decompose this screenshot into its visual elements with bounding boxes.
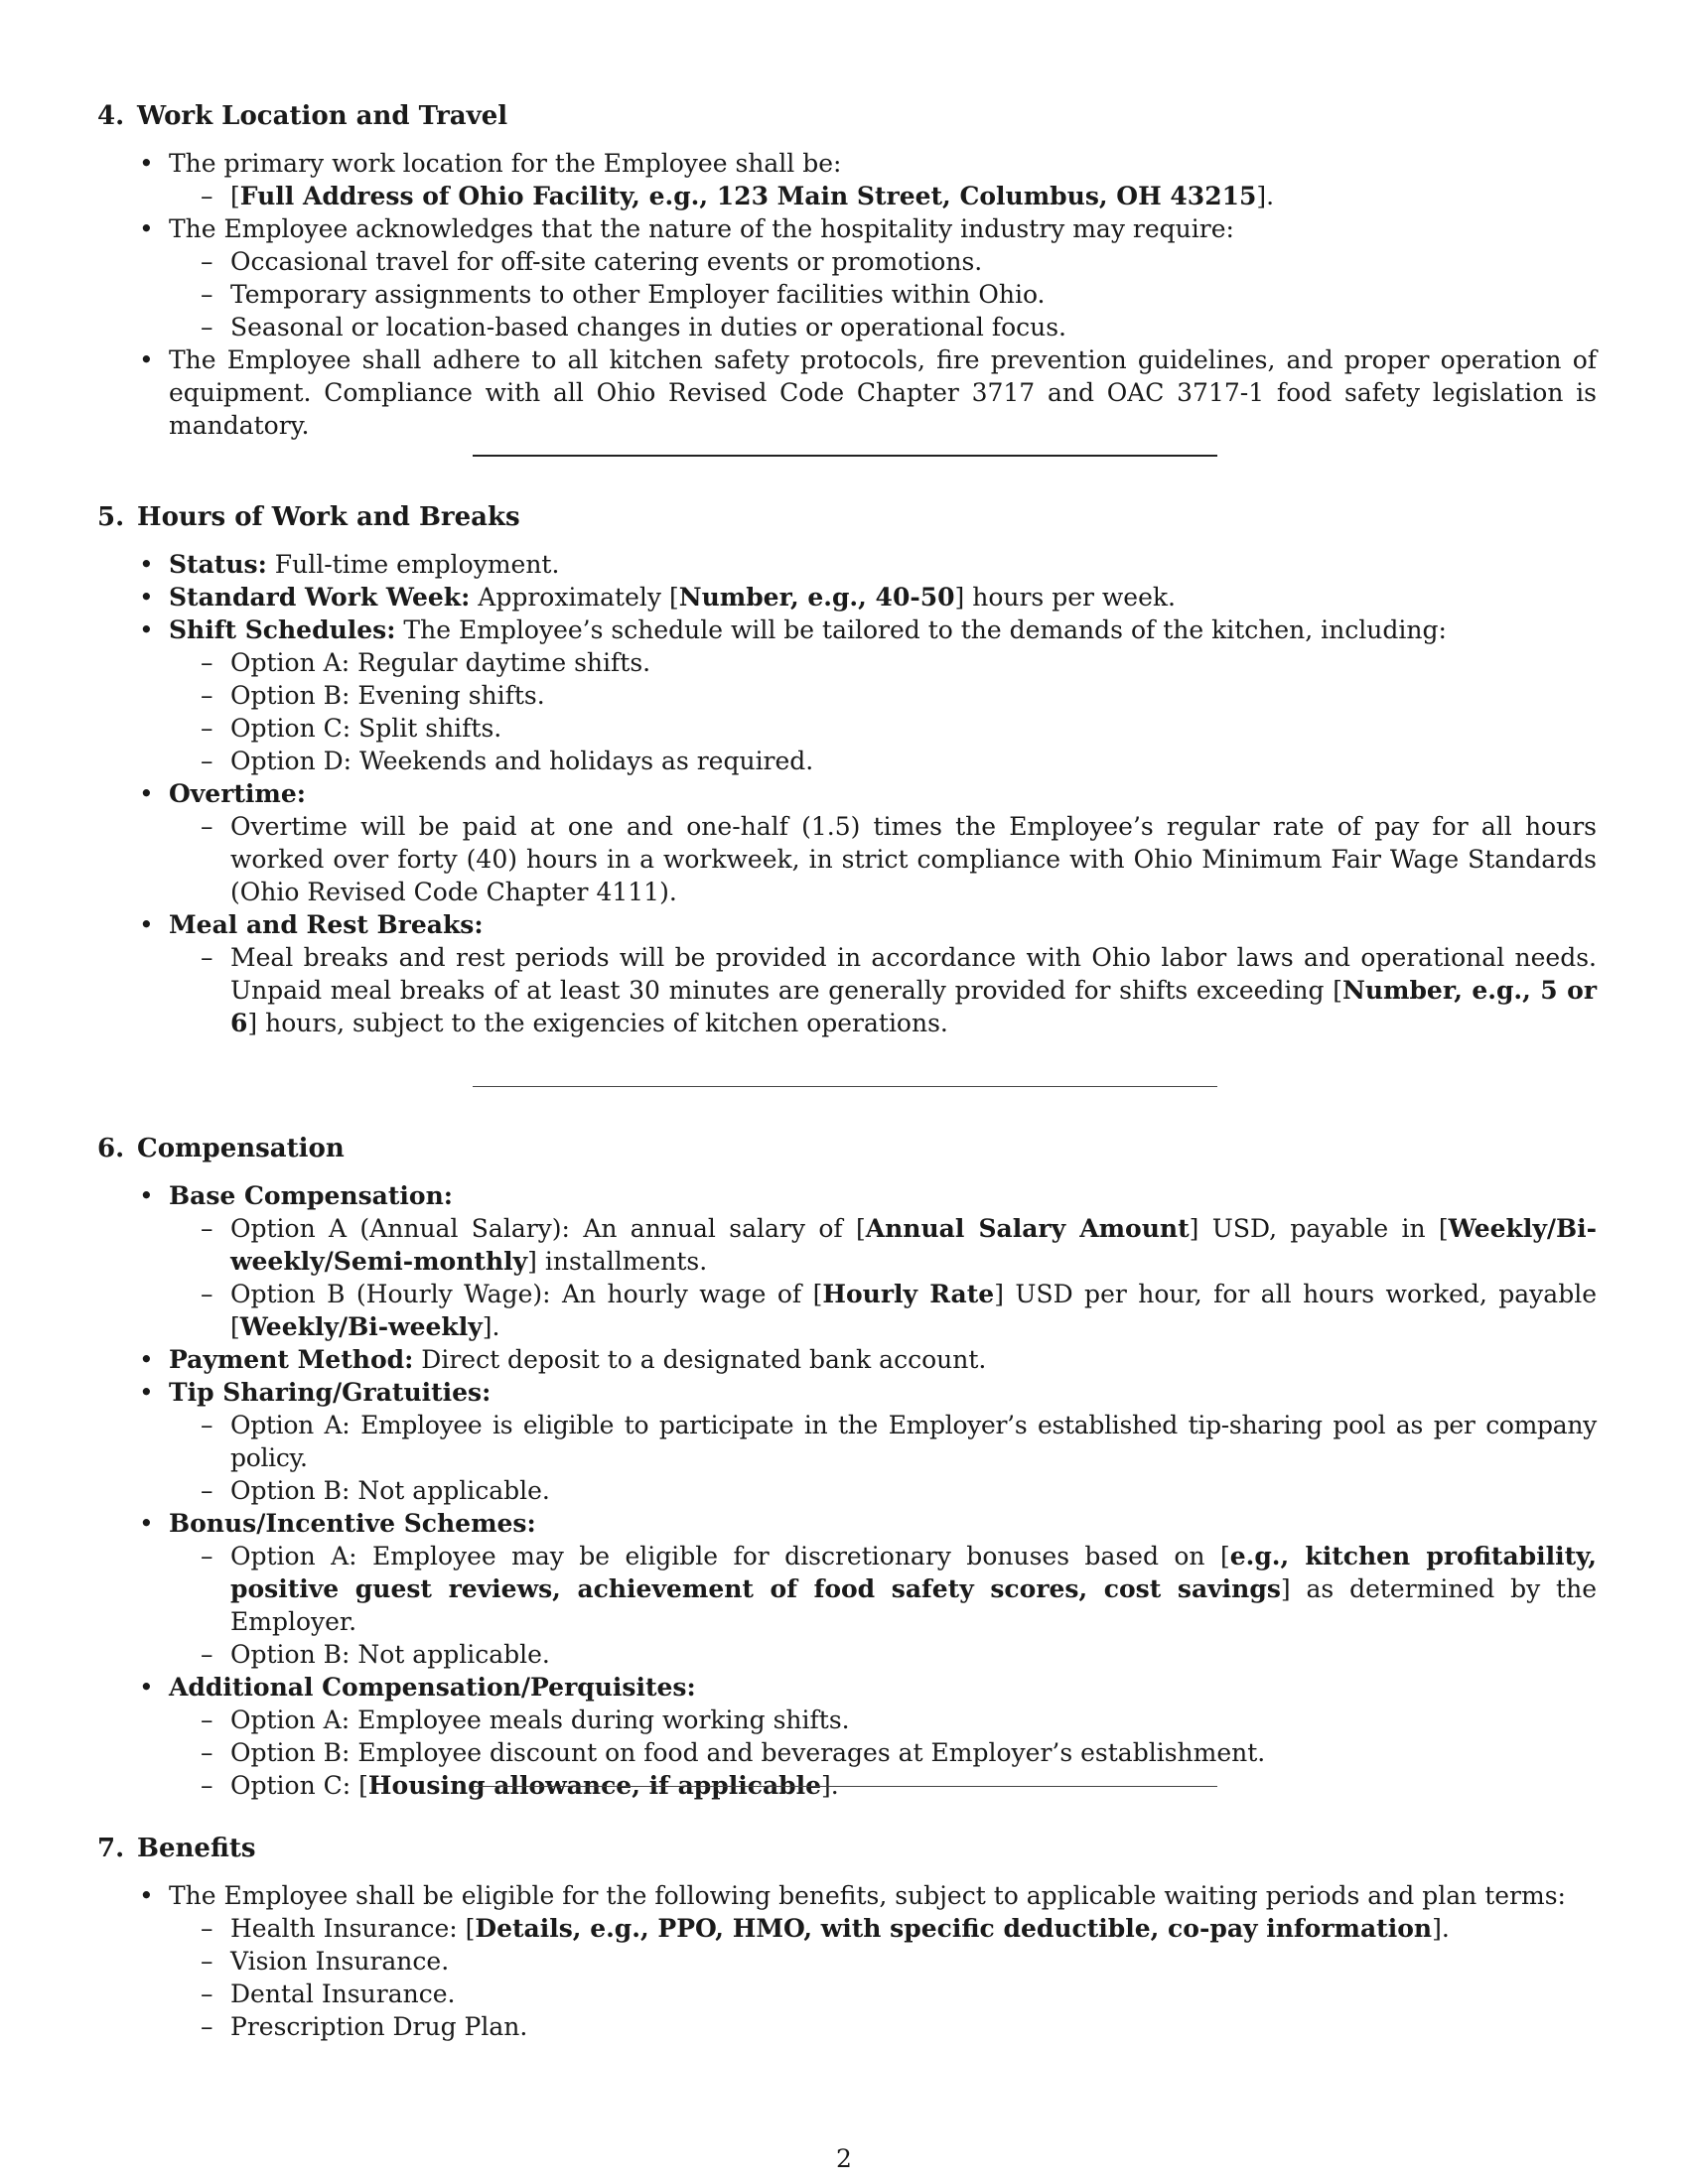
sub-list-item: – Option B (Hourly Wage): An hourly wage of [Hourly Rate] USD per hour, for all hours worked, payable [Weekly/Bi-weekly]. <box>169 1278 1597 1343</box>
list-item: • Meal and Rest Breaks: – Meal breaks and rest periods will be provided in accordance with Ohio labor laws and operational needs. Unpaid meal breaks of at least 30 minutes are generally provided for shifts exceeding [Number, e.g., 5 or 6] hours, subject to the exigencies of kitchen operations. <box>97 908 1597 1039</box>
section-divider <box>473 1786 1217 1787</box>
list-item: • Base Compensation: – Option A (Annual Salary): An annual salary of [Annual Salary Amount] USD, payable in [Weekly/Bi-weekly/Semi-monthly] installments. – Option B (Hourly Wage): An hourly wage of [Hourly Rate] USD per hour, for all hours worked, payable [Weekly/Bi-weekly]. <box>97 1179 1597 1343</box>
section-heading: 6. Compensation <box>97 1134 345 1163</box>
list-item: • Additional Compensation/Perquisites: – Option A: Employee meals during working shifts. – Option B: Employee discount on food and beverages at Employer’s establishment. – Option C: [Housing allowance, if applicable]. <box>97 1671 1597 1802</box>
section-benefits <box>97 1832 1597 2043</box>
sub-list-item: – [Full Address of Ohio Facility, e.g., 123 Main Street, Columbus, OH 43215]. <box>169 180 1597 212</box>
list-item: • Status: Full-time employment. <box>97 548 1597 581</box>
sub-list-item: – Option B: Not applicable. <box>169 1474 1597 1507</box>
sub-list-item: – Meal breaks and rest periods will be provided in accordance with Ohio labor laws and operational needs. Unpaid meal breaks of at least 30 minutes are generally provided for shifts exceeding [Number, e.g., 5 or 6] hours, subject to the exigencies of kitchen operations. <box>169 941 1597 1039</box>
bullet-list <box>97 548 1597 1039</box>
sub-list-item: – Option B: Evening shifts. <box>169 679 1597 712</box>
section-heading: 5. Hours of Work and Breaks <box>97 502 520 532</box>
list-item: • The Employee shall adhere to all kitchen safety protocols, fire prevention guidelines, and proper operation of equipment. Compliance with all Ohio Revised Code Chapter 3717 and OAC 3717-1 food safety legislation is mandatory. <box>97 343 1597 442</box>
section-heading: 4. Work Location and Travel <box>97 101 508 131</box>
list-item: • Payment Method: Direct deposit to a designated bank account. <box>97 1343 1597 1376</box>
bullet-list <box>97 1879 1597 2043</box>
sub-list-item: – Option C: Split shifts. <box>169 712 1597 745</box>
section-heading: 7. Benefits <box>97 1834 256 1863</box>
list-item: • Overtime: – Overtime will be paid at one and one-half (1.5) times the Employee’s regular rate of pay for all hours worked over forty (40) hours in a workweek, in strict compliance with Ohio Minimum Fair Wage Standards (Ohio Revised Code Chapter 4111). <box>97 777 1597 908</box>
list-item: • Shift Schedules: The Employee’s schedule will be tailored to the demands of the kitchen, including: – Option A: Regular daytime shifts. – Option B: Evening shifts. – Option C: Split shifts. – Option D: Weekends and holidays as required. <box>97 614 1597 777</box>
bullet-list <box>97 147 1597 442</box>
section-compensation <box>97 1132 1597 1802</box>
list-item: • The Employee shall be eligible for the following benefits, subject to applicable waiting periods and plan terms: – Health Insurance: [Details, e.g., PPO, HMO, with specific deductible, co-pay information]. – Vision Insurance. – Dental Insurance. – Prescription Drug Plan. <box>97 1879 1597 2043</box>
list-item: • Bonus/Incentive Schemes: – Option A: Employee may be eligible for discretionary bonuses based on [e.g., kitchen profitability, positive guest reviews, achievement of food safety scores, cost savings] as determined by the Employer. – Option B: Not applicable. <box>97 1507 1597 1671</box>
sub-list-item: – Vision Insurance. <box>169 1945 1597 1978</box>
list-item: • Standard Work Week: Approximately [Number, e.g., 40-50] hours per week. <box>97 581 1597 614</box>
sub-list-item: – Health Insurance: [Details, e.g., PPO, HMO, with specific deductible, co-pay information]. <box>169 1912 1597 1945</box>
sub-list-item: – Occasional travel for off-site catering events or promotions. <box>169 245 1597 278</box>
sub-list-item: – Option B: Not applicable. <box>169 1638 1597 1671</box>
sub-list-item: – Temporary assignments to other Employer facilities within Ohio. <box>169 278 1597 311</box>
sub-list-item: – Option A: Employee may be eligible for discretionary bonuses based on [e.g., kitchen profitability, positive guest reviews, achievement of food safety scores, cost savings] as determined by the Employer. <box>169 1540 1597 1638</box>
section-divider <box>473 1086 1217 1087</box>
list-item: • Tip Sharing/Gratuities: – Option A: Employee is eligible to participate in the Employer’s established tip-sharing pool as per company policy. – Option B: Not applicable. <box>97 1376 1597 1507</box>
sub-list-item: – Option C: [Housing allowance, if applicable]. <box>169 1769 1597 1802</box>
sub-list-item: – Overtime will be paid at one and one-half (1.5) times the Employee’s regular rate of pay for all hours worked over forty (40) hours in a workweek, in strict compliance with Ohio Minimum Fair Wage Standards (Ohio Revised Code Chapter 4111). <box>169 810 1597 908</box>
sub-list-item: – Seasonal or location-based changes in duties or operational focus. <box>169 311 1597 343</box>
list-item: • The primary work location for the Employee shall be: – [Full Address of Ohio Facility, e.g., 123 Main Street, Columbus, OH 43215]. <box>97 147 1597 212</box>
section-work-location <box>97 99 1597 442</box>
sub-list-item: – Prescription Drug Plan. <box>169 2010 1597 2043</box>
page-number: 2 <box>836 2144 852 2173</box>
section-divider <box>473 455 1217 457</box>
sub-list-item: – Option A: Employee meals during working shifts. <box>169 1704 1597 1736</box>
section-hours <box>97 500 1597 1039</box>
sub-list-item: – Option A: Employee is eligible to participate in the Employer’s established tip-sharing pool as per company policy. <box>169 1409 1597 1474</box>
sub-list-item: – Option A (Annual Salary): An annual salary of [Annual Salary Amount] USD, payable in [Weekly/Bi-weekly/Semi-monthly] installments. <box>169 1212 1597 1278</box>
bullet-list <box>97 1179 1597 1802</box>
sub-list-item: – Option D: Weekends and holidays as required. <box>169 745 1597 777</box>
sub-list-item: – Dental Insurance. <box>169 1978 1597 2010</box>
sub-list-item: – Option B: Employee discount on food and beverages at Employer’s establishment. <box>169 1736 1597 1769</box>
sub-list-item: – Option A: Regular daytime shifts. <box>169 646 1597 679</box>
list-item: • The Employee acknowledges that the nature of the hospitality industry may require: – Occasional travel for off-site catering events or promotions. – Temporary assignments to other Employer facilities within Ohio. – Seasonal or location-based changes in duties or operational focus. <box>97 212 1597 343</box>
